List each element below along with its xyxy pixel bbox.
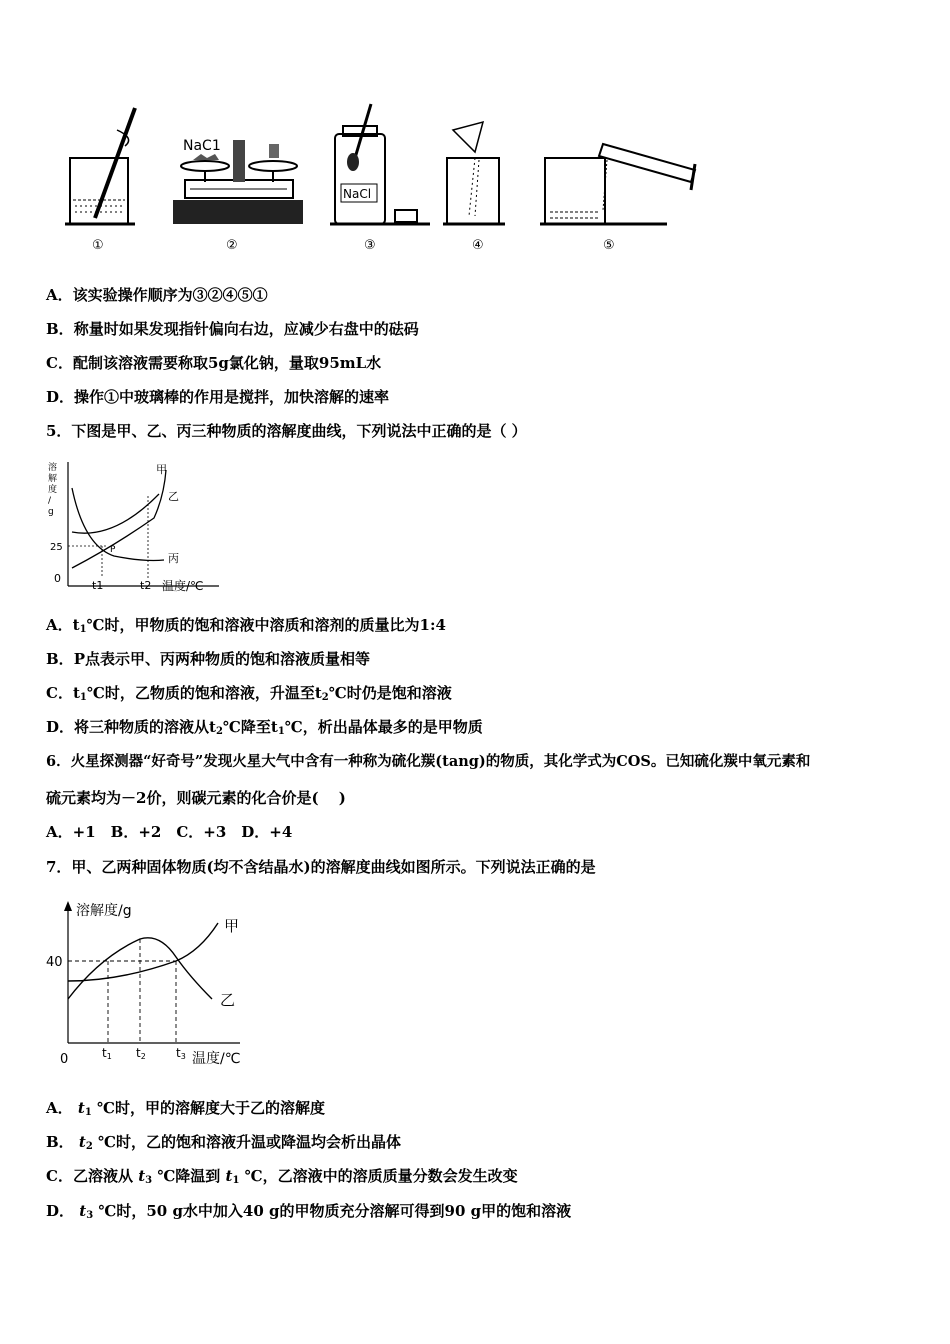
q7-xlabel: 温度/℃	[192, 1051, 241, 1067]
q5-series-jia	[72, 470, 166, 568]
q7-y-arrow	[64, 901, 72, 911]
q4-option-b: B．称量时如果发现指针偏向右边，应减少右盘中的砝码	[46, 320, 419, 338]
q5-point-p: P	[110, 545, 116, 555]
step-label-5: ⑤	[603, 238, 615, 253]
nacl-balance-label: NaC1	[183, 138, 221, 154]
q5-series-bing	[72, 488, 164, 561]
q7-ytick-40: 40	[46, 955, 63, 970]
q5-legend-bing: 丙	[168, 552, 179, 565]
q7-option-b: B． $t_2$ ℃时，乙的饱和溶液升温或降温均会析出晶体	[46, 1133, 402, 1152]
step-label-4: ④	[472, 238, 484, 253]
step-label-3: ③	[364, 238, 376, 253]
q7-solubility-chart	[40, 895, 270, 1070]
beaker-stirring-icon	[65, 108, 135, 224]
q5-solubility-chart	[44, 456, 224, 596]
q4-option-c: C．配制该溶液需要称取5g氯化钠，量取95mL水	[46, 354, 382, 372]
q5-origin-label: 0	[54, 572, 61, 585]
q7-xtick-t3: t3	[176, 1046, 186, 1061]
balance-scale-icon	[173, 138, 303, 224]
q7-origin-label: 0	[60, 1052, 69, 1067]
q5-ytick-25: 25	[50, 542, 63, 553]
q5-option-c: C．$t_1℃$时，乙物质的饱和溶液，升温至$t_2℃$时仍是饱和溶液	[46, 684, 452, 703]
q7-stem: 7．甲、乙两种固体物质(均不含结晶水)的溶解度曲线如图所示。下列说法正确的是	[46, 858, 596, 876]
beaker-cylinder-icon	[540, 144, 695, 224]
q5-option-b: B．P点表示甲、丙两种物质的饱和溶液质量相等	[46, 650, 370, 668]
q7-ylabel: 溶解度/g	[76, 903, 132, 919]
q7-series-jia	[68, 923, 218, 981]
q5-legend-yi: 乙	[168, 490, 179, 503]
q7-option-a: A． $t_1$ ℃时，甲的溶解度大于乙的溶解度	[46, 1099, 325, 1118]
q5-option-d: D．将三种物质的溶液从$t_2℃$降至$t_1℃$，析出晶体最多的是甲物质	[46, 718, 483, 737]
q6-stem-line2: 硫元素均为－2价，则碳元素的化合价是( )	[46, 789, 346, 807]
step-label-1: ①	[92, 238, 104, 253]
experiment-steps-figure	[55, 100, 715, 260]
q7-legend-yi: 乙	[220, 991, 236, 1009]
reagent-bottle-icon	[330, 104, 430, 224]
q5-stem: 5．下图是甲、乙、丙三种物质的溶解度曲线，下列说法中正确的是（ ）	[46, 422, 527, 440]
q5-legend-jia: 甲	[156, 463, 167, 476]
step-label-2: ②	[226, 238, 238, 253]
q6-stem-line1: 6．火星探测器“好奇号”发现火星大气中含有一种称为硫化羰(tang)的物质，其化学式为COS。已知硫化羰中氧元素和	[46, 753, 811, 770]
q7-option-c: C．乙溶液从 $t_3$ ℃降温到 $t_1$ ℃，乙溶液中的溶质质量分数会发生改变	[46, 1167, 518, 1186]
q4-option-a: A．该实验操作顺序为③②④⑤①	[46, 286, 268, 304]
q5-ylabel: 溶解度/ g	[48, 463, 58, 517]
q7-option-d: D． $t_3$ ℃时，50 g水中加入40 g的甲物质充分溶解可得到90 g甲的饱和溶液	[46, 1202, 572, 1221]
q7-legend-jia: 甲	[224, 917, 240, 935]
q5-option-a: A．$t_1℃$时，甲物质的饱和溶液中溶质和溶剂的质量比为1:4	[46, 616, 446, 635]
q7-xtick-t2: t2	[136, 1046, 146, 1061]
q4-option-d: D．操作①中玻璃棒的作用是搅拌，加快溶解的速率	[46, 388, 390, 406]
q5-xtick-t2: t2	[140, 579, 152, 592]
beaker-powder-icon	[443, 122, 505, 224]
q6-options: A．+1 B．+2 C．+3 D．+4	[46, 823, 293, 841]
q5-xtick-t1: t1	[92, 579, 104, 592]
q5-xlabel: 温度/℃	[162, 579, 204, 593]
nacl-bottle-label: NaCl	[343, 187, 372, 201]
q7-xtick-t1: t1	[102, 1046, 112, 1061]
